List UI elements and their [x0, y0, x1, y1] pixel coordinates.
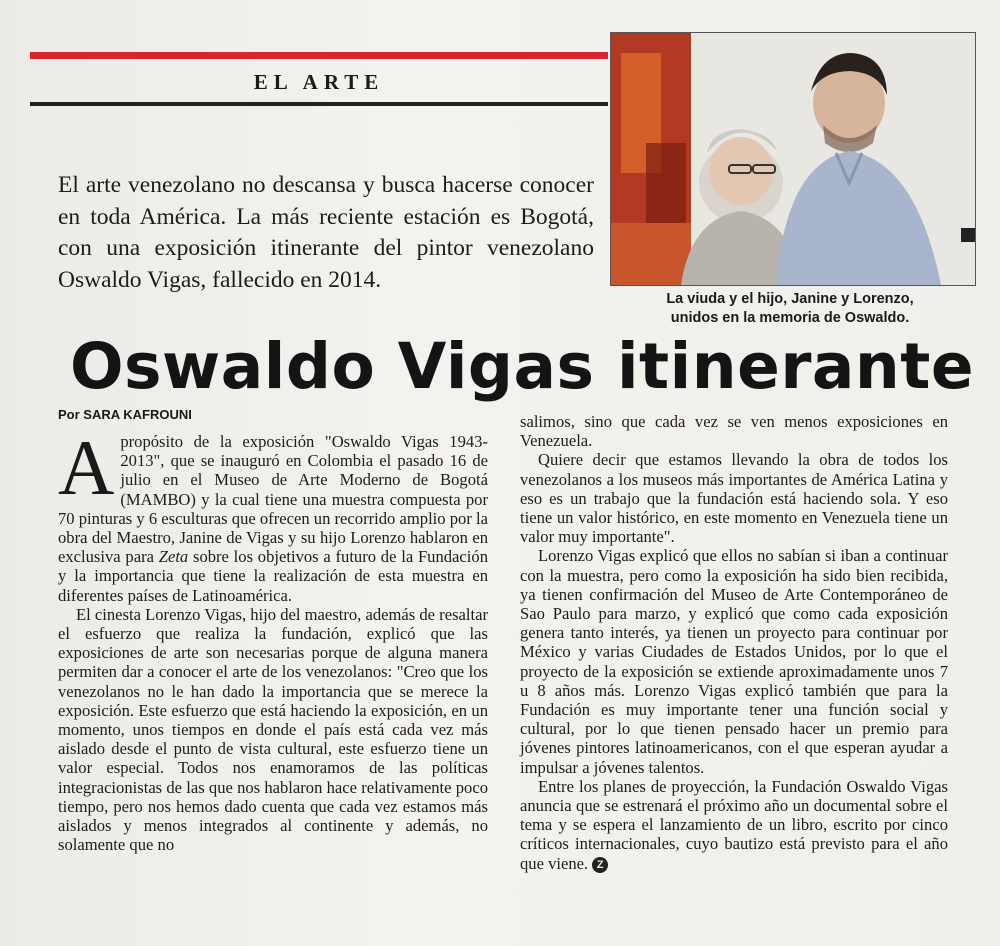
article-deck: El arte venezolano no descansa y busca hacerse conocer en toda América. La más reciente estación es Bogotá, con una exposición itinerante del pintor venezolano Oswaldo Vigas, fallecido en 2014. — [58, 172, 594, 293]
byline: Por SARA KAFROUNI — [58, 407, 192, 422]
article-column-left — [58, 424, 489, 855]
end-mark-icon: Z — [592, 857, 608, 873]
paragraph-1 — [58, 424, 488, 605]
headline: Oswaldo Vigas itinerante — [70, 330, 975, 403]
paragraph-4: Quiere decir que estamos llevando la obra de todos los venezolanos a los museos más importantes de América Latina y eso es un trabajo que la fundación está haciendo sola. Y eso tiene un valor histórico, en este momento en Venezuela tiene un valor muy importante". — [520, 450, 948, 547]
caption-line-2: unidos en la memoria de Oswaldo. — [670, 310, 910, 326]
paragraph-3: salimos, sino que cada vez se ven menos exposiciones en Venezuela. — [520, 412, 948, 451]
publication-name: Zeta — [158, 547, 189, 567]
section-rule-black — [30, 102, 608, 106]
paragraph-5: Lorenzo Vigas explicó que ellos no sabían si iban a continuar con la muestra, pero como la exposición ha sido bien recibida, ya tienen confirmación del Museo de Arte Contemporáneo de Sao Paulo para marzo, y explicó que como cada exposición genera tanto interés, ya tienen un proyecto para continuar por México y varias Ciudades de Estados Unidos, por lo que el proyecto de la exposición se extiende aproximadamente unos 7 u 8 años más. Lorenzo Vigas explicó también que para la Fundación es muy importante tener una función social y cultural, por lo que tienen pensado hacer un premio para jóvenes pintores latinoamericanos, con el que esperan ayudar a impulsar a jóvenes talentos. — [520, 546, 948, 777]
paragraph-1-text-a: propósito de la exposición "Oswaldo Vigas 1943-2013", que se inauguró en Colombia el pasado 16 de julio en el Museo de Arte Moderno de Bogotá (MAMBO) y la cual tiene una muestra compuesta por 70 pinturas y 6 esculturas que ofrecen un recorrido amplio por la obra del Maestro, Janine de Vigas y su hijo Lorenzo hablaron en exclusiva para — [58, 432, 488, 567]
paragraph-6-text: Entre los planes de proyección, la Fundación Oswaldo Vigas anuncia que se estrenará el próximo año un documental sobre el tema y se espera el lanzamiento de un libro, escrito por cinco críticos internacionales, cuyo bautizo está previsto para el año que viene. — [520, 776, 948, 873]
paragraph-1-text-b: sobre los objetivos a futuro de la Fundación y la importancia que tiene la realización de esta muestra en diferentes países de Latinoamérica. — [58, 547, 488, 605]
section-rule-red — [30, 52, 608, 59]
section-label: EL ARTE — [253, 70, 385, 94]
dropcap: A — [58, 424, 115, 511]
photo-caption — [600, 290, 980, 328]
caption-line-1: La viuda y el hijo, Janine y Lorenzo, — [666, 291, 914, 307]
article-column-right — [520, 412, 948, 873]
article-photo — [610, 32, 976, 286]
photo-illustration — [611, 33, 975, 285]
paragraph-6 — [520, 777, 948, 873]
paragraph-2: El cinesta Lorenzo Vigas, hijo del maestro, además de resaltar el esfuerzo que realiza la fundación, explicó que las exposiciones de arte son necesarias porque de alguna manera permiten dar a conocer el arte de los venezolanos: "Creo que los venezolanos no le han dado la importancia que se merece la exposición. Este esfuerzo que está haciendo la exposición, en un momento, unos tiempos en donde el país está cada vez más aislado desde el punto de vista cultural, este esfuerzo tiene un valor especial. Todos nos enamoramos de las políticas integracionistas de las que nos hablaron hace relativamente poco tiempo, pero nos hemos dado cuenta que cada vez estamos más aislados y menos integrados al continente y además, no solamente que no — [58, 604, 489, 855]
